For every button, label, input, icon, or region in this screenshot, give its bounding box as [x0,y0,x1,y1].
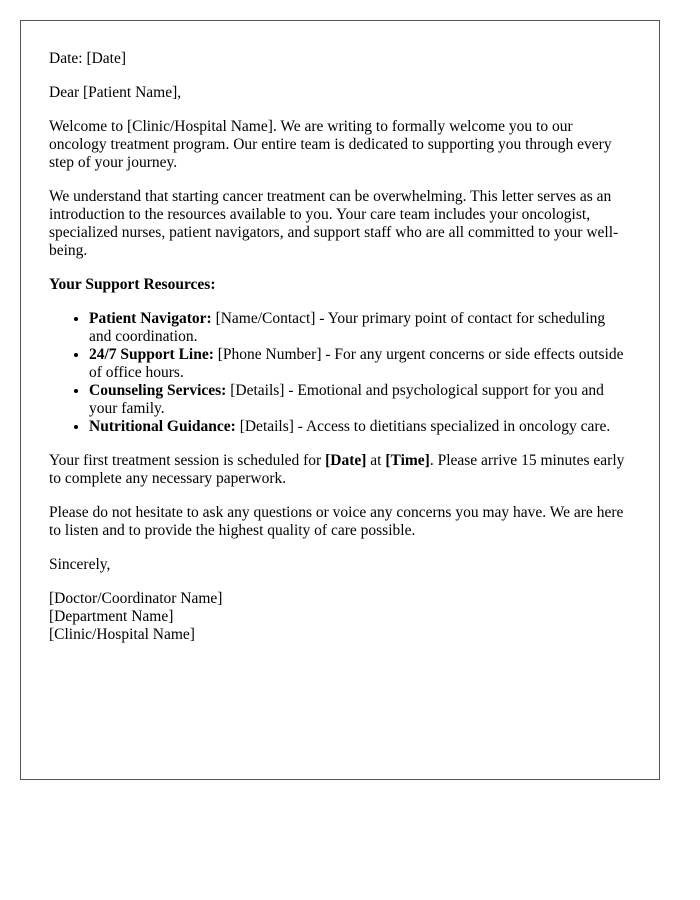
resources-heading: Your Support Resources: [49,276,216,293]
signature-name: [Doctor/Coordinator Name] [49,590,223,607]
resource-text: [Details] - Emotional and psychological support for you and your family. [89,382,604,417]
resource-text: [Phone Number] - For any urgent concerns or side effects outside of office hours. [89,346,624,381]
closing: Sincerely, [49,556,111,573]
resource-label: 24/7 Support Line: [89,346,214,363]
resource-text: [Details] - Access to dietitians specialized in oncology care. [235,418,611,435]
schedule-paragraph [49,452,631,488]
schedule-prefix: Your first treatment session is scheduled for [49,452,326,469]
date-line: Date: [Date] [49,50,127,67]
introduction-paragraph: We understand that starting cancer treatment can be overwhelming. This letter serves as an introduction to the resources available to you. Your care team includes your oncologist, specialized nurses, patient navigators, and support staff who are all committed to your well-being. [49,188,619,259]
schedule-suffix: . Please arrive 15 minutes early to complete any necessary paperwork. [49,452,625,487]
resource-text: [Name/Contact] - Your primary point of contact for scheduling and coordination. [89,310,606,345]
schedule-middle: at [366,452,386,469]
questions-paragraph: Please do not hesitate to ask any questions or voice any concerns you may have. We are here to listen and to provide the highest quality of care possible. [49,504,624,539]
schedule-time: [Time] [385,452,430,469]
list-item-nutritional-guidance [89,418,631,436]
resource-label: Patient Navigator: [89,310,212,327]
letter-document [20,20,660,780]
resource-label: Nutritional Guidance: [89,418,236,435]
schedule-date: [Date] [325,452,367,469]
list-item-support-line [89,346,631,382]
signature-department: [Department Name] [49,608,174,625]
signature-block [49,590,631,644]
signature-organization: [Clinic/Hospital Name] [49,626,195,643]
resource-label: Counseling Services: [89,382,227,399]
salutation: Dear [Patient Name], [49,84,182,101]
resources-list [49,310,631,436]
welcome-paragraph: Welcome to [Clinic/Hospital Name]. We are writing to formally welcome you to our oncology treatment program. Our entire team is dedicated to supporting you through every step of your journey. [49,118,612,171]
list-item-counseling-services [89,382,631,418]
list-item-patient-navigator [89,310,631,346]
